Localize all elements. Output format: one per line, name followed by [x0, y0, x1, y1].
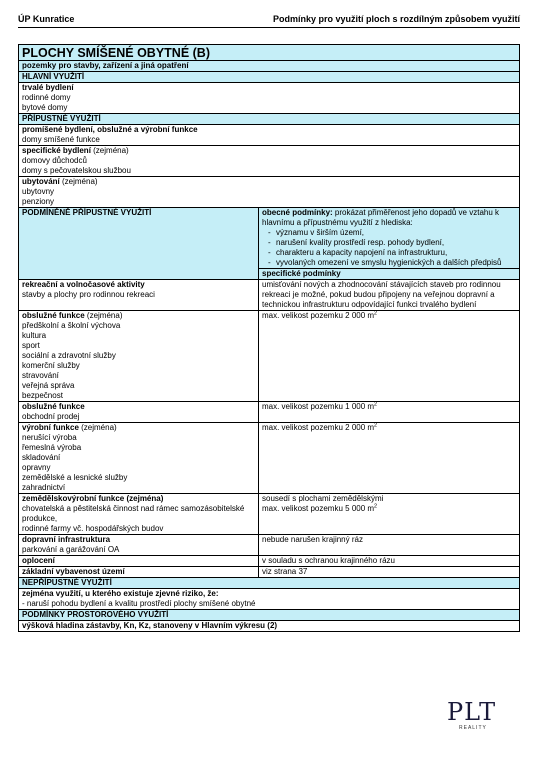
- list-item: opravny: [22, 463, 51, 472]
- group-title: ubytování: [22, 177, 60, 186]
- row-title: rekreační a volnočasové aktivity: [22, 280, 145, 289]
- row-use: [19, 494, 259, 535]
- condition-text: max. velikost pozemku 2 000 m: [262, 311, 375, 320]
- header-left: ÚP Kunratice: [18, 14, 75, 24]
- row-title: oplocení: [22, 556, 55, 565]
- table-subtitle: pozemky pro stavby, zařízení a jiná opatření: [19, 61, 520, 72]
- pripustne-group-3: [19, 177, 520, 208]
- list-item: ubytovny: [22, 187, 55, 196]
- list-item: sport: [22, 341, 40, 350]
- row-use: [19, 535, 259, 556]
- table-row: [19, 494, 520, 535]
- table-row: [19, 423, 520, 494]
- pripustne-group-2: [19, 146, 520, 177]
- row-suffix: (zejména): [78, 423, 117, 432]
- list-item: penziony: [22, 197, 55, 206]
- header-right: Podmínky pro využití ploch s rozdílným způsobem využití: [272, 14, 520, 24]
- nepripustne-group: [19, 589, 520, 610]
- logo-text: PLT: [447, 698, 497, 726]
- table-row: [19, 280, 520, 311]
- group-title: specifické bydlení: [22, 146, 91, 155]
- row-title: výrobní funkce: [22, 423, 79, 432]
- group-title: zejména využití, u kterého existuje zjevné riziko, že:: [22, 589, 219, 598]
- condition-text: max. velikost pozemku 5 000 m: [262, 504, 375, 513]
- row-use: [19, 423, 259, 494]
- prostorove-text: výšková hladina zástavby, Kn, Kz, stanoveny v Hlavním výkresu (2): [19, 621, 520, 632]
- list-item: bytové domy: [22, 103, 68, 112]
- row-title: základní vybavenost území: [22, 567, 125, 576]
- group-suffix: (zejména): [59, 177, 98, 186]
- table-row: [19, 402, 520, 423]
- list-item: nerušící výroba: [22, 433, 77, 442]
- row-title: obslužné funkce: [22, 311, 85, 320]
- general-conditions: [259, 208, 520, 269]
- list-item: parkování a garážování OA: [22, 545, 120, 554]
- table-row: [19, 535, 520, 556]
- general-conditions-label: obecné podmínky:: [262, 208, 333, 217]
- list-item: - vyvolaných omezení ve smyslu hygienických a dalších předpisů: [268, 258, 516, 268]
- list-item: stravování: [22, 371, 59, 380]
- list-item: obchodní prodej: [22, 412, 80, 421]
- condition-text: sousedí s plochami zemědělskými: [262, 494, 384, 503]
- list-item: domy smíšené funkce: [22, 135, 100, 144]
- unit-superscript: 2: [374, 422, 378, 429]
- row-use: [19, 311, 259, 402]
- list-item: - významu v širším území,: [268, 228, 516, 238]
- row-condition: [259, 402, 520, 423]
- row-condition: [259, 311, 520, 402]
- list-item: - charakteru a kapacity napojení na infrastrukturu,: [268, 248, 516, 258]
- list-item: skladování: [22, 453, 61, 462]
- list-item: předškolní a školní výchova: [22, 321, 121, 330]
- list-item: stavby a plochy pro rodinnou rekreaci: [22, 290, 155, 299]
- section-heading-podminene: PODMÍNĚNĚ PŘÍPUSTNÉ VYUŽITÍ: [19, 208, 259, 280]
- list-item: - narušení kvality prostředí resp. pohody bydlení,: [268, 238, 516, 248]
- group-suffix: (zejména): [90, 146, 129, 155]
- pripustne-group-1: [19, 125, 520, 146]
- group-title: trvalé bydlení: [22, 83, 74, 92]
- list-item: zemědělské a lesnické služby: [22, 473, 128, 482]
- row-suffix: (zejména): [84, 311, 123, 320]
- list-item: rodinné domy: [22, 93, 71, 102]
- list-item: komerční služby: [22, 361, 80, 370]
- row-use: [19, 567, 259, 578]
- section-heading-prostorove: PODMÍNKY PROSTOROVÉHO VYUŽITÍ: [19, 610, 520, 621]
- group-title: promíšené bydlení, obslužné a výrobní funkce: [22, 125, 198, 134]
- table-row: [19, 556, 520, 567]
- specific-conditions-label: specifické podmínky: [259, 269, 520, 280]
- unit-superscript: 2: [374, 503, 378, 510]
- table-row: [19, 311, 520, 402]
- list-item: veřejná správa: [22, 381, 75, 390]
- row-title: zemědělskovýrobní funkce (zejména): [22, 494, 164, 503]
- regulation-table: [18, 44, 520, 632]
- list-item: domy s pečovatelskou službou: [22, 166, 131, 175]
- table-row: [19, 567, 520, 578]
- list-item: kultura: [22, 331, 47, 340]
- list-item: sociální a zdravotní služby: [22, 351, 116, 360]
- hlavni-group: [19, 83, 520, 114]
- row-use: [19, 280, 259, 311]
- row-title: dopravní infrastruktura: [22, 535, 111, 544]
- logo-subtext: REALITY: [459, 725, 487, 731]
- unit-superscript: 2: [374, 310, 378, 317]
- title-row: [19, 45, 520, 61]
- conditions-list: [262, 228, 516, 268]
- row-condition: umisťování nových a zhodnocování stávajících staveb pro rodinnou rekreaci je možné, pokud budou připojeny na veřejnou dopravní a technickou infrastrukturu odpovídající funkci trvalého bydlení: [259, 280, 520, 311]
- row-condition: [259, 423, 520, 494]
- page-header: [18, 13, 520, 28]
- section-heading-hlavni: HLAVNÍ VYUŽITÍ: [19, 72, 520, 83]
- unit-superscript: 2: [374, 401, 378, 408]
- row-use: [19, 402, 259, 423]
- row-condition: viz strana 37: [259, 567, 520, 578]
- section-heading-pripustne: PŘÍPUSTNÉ VYUŽITÍ: [19, 114, 520, 125]
- general-conditions-text: prokázat přiměřenost jeho dopadů ve vztahu k hlavnímu a přípustnému využití z hlediska:: [262, 208, 500, 227]
- condition-text: max. velikost pozemku 2 000 m: [262, 423, 375, 432]
- plt-reality-logo: [447, 698, 519, 734]
- row-condition: nebude narušen krajinný ráz: [259, 535, 520, 556]
- list-item: - naruší pohodu bydlení a kvalitu prostředí plochy smíšené obytné: [22, 599, 256, 608]
- list-item: bezpečnost: [22, 391, 63, 400]
- condition-text: max. velikost pozemku 1 000 m: [262, 402, 375, 411]
- list-item: chovatelská a pěstitelská činnost nad rámec samozásobitelské produkce,: [22, 504, 245, 523]
- list-item: domovy důchodců: [22, 156, 87, 165]
- section-heading-nepripustne: NEPŘÍPUSTNÉ VYUŽITÍ: [19, 578, 520, 589]
- row-condition: [259, 494, 520, 535]
- list-item: zahradnictví: [22, 483, 66, 492]
- table-title: PLOCHY SMÍŠENÉ OBYTNÉ (B): [19, 45, 520, 61]
- row-title: obslužné funkce: [22, 402, 85, 411]
- row-use: [19, 556, 259, 567]
- list-item: rodinné farmy vč. hospodářských budov: [22, 524, 164, 533]
- row-condition: v souladu s ochranou krajinného rázu: [259, 556, 520, 567]
- list-item: řemeslná výroba: [22, 443, 82, 452]
